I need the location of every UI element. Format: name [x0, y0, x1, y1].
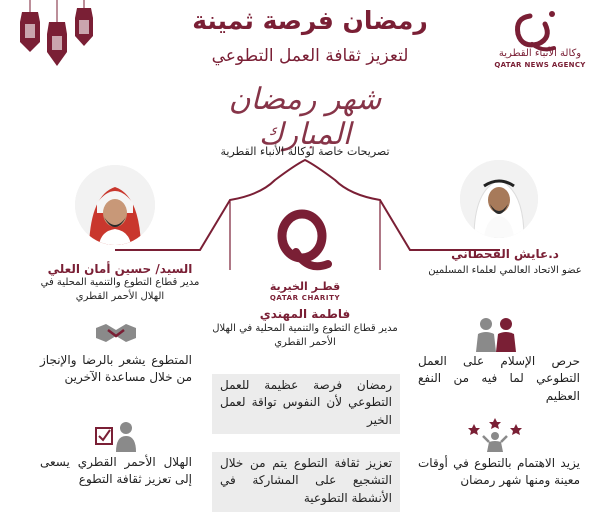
intro-text: تصريحات خاصة لوكالة الأنباء القطرية — [220, 145, 390, 158]
agency-name-ar: وكالة الأنباء القطرية — [498, 48, 582, 59]
center-person-role: مدير قطاع التطوع والتنمية المحلية في الهلال الأحمر القطري — [212, 323, 398, 348]
left-point-2: الهلال الأحمر القطري يسعى إلى تعزيز ثقافة التطوع — [40, 455, 192, 487]
center-point-2: تعزيز ثقافة التطوع يتم من خلال التشجيع على المشاركة في الأنشطة التطوعية — [212, 452, 400, 512]
lanterns-decoration — [12, 0, 102, 70]
center-org-en: QATAR CHARITY — [269, 294, 341, 302]
left-point-1: المتطوع يشعر بالرضا والإنجاز من خلال مساعدة الآخرين — [40, 353, 192, 385]
handshake-icon — [94, 318, 138, 348]
page-title: رمضان فرصة ثمينة — [192, 6, 428, 35]
right-person-avatar — [460, 160, 538, 238]
people-together-icon — [470, 316, 520, 352]
center-org-ar: قطـر الخيرية — [269, 280, 341, 293]
left-person-role: مدير قطاع التطوع والتنمية المحلية في الهلال الأحمر القطري — [40, 277, 200, 302]
left-person-avatar — [75, 165, 155, 245]
right-point-1: حرص الإسلام على العمل التطوعي لما فيه من النفع العظيم — [418, 354, 580, 403]
checklist-volunteer-icon — [94, 420, 142, 452]
ramadan-calligraphy: شهر رمضان المبارك — [228, 82, 382, 152]
page-subtitle: لتعزيز ثقافة العمل التطوعي — [211, 46, 409, 66]
agency-name-en: QATAR NEWS AGENCY — [494, 61, 586, 69]
right-person-name: د.عايش القحطاني — [451, 247, 559, 261]
left-person-name: السيد/ حسين أمان العلي — [47, 262, 193, 276]
center-point-1: رمضان فرصة عظيمة للعمل التطوعي لأن النفوس تواقة لعمل الخير — [212, 374, 400, 434]
stars-achievement-icon — [468, 416, 522, 452]
center-person-name: فاطمة المهندي — [259, 307, 351, 321]
right-person-role: عضو الاتحاد العالمي لعلماء المسلمين — [428, 265, 582, 276]
qatar-charity-logo-icon — [262, 200, 342, 280]
right-point-2: يزيد الاهتمام بالتطوع في أوقات معينة ومنها شهر رمضان — [418, 456, 580, 488]
